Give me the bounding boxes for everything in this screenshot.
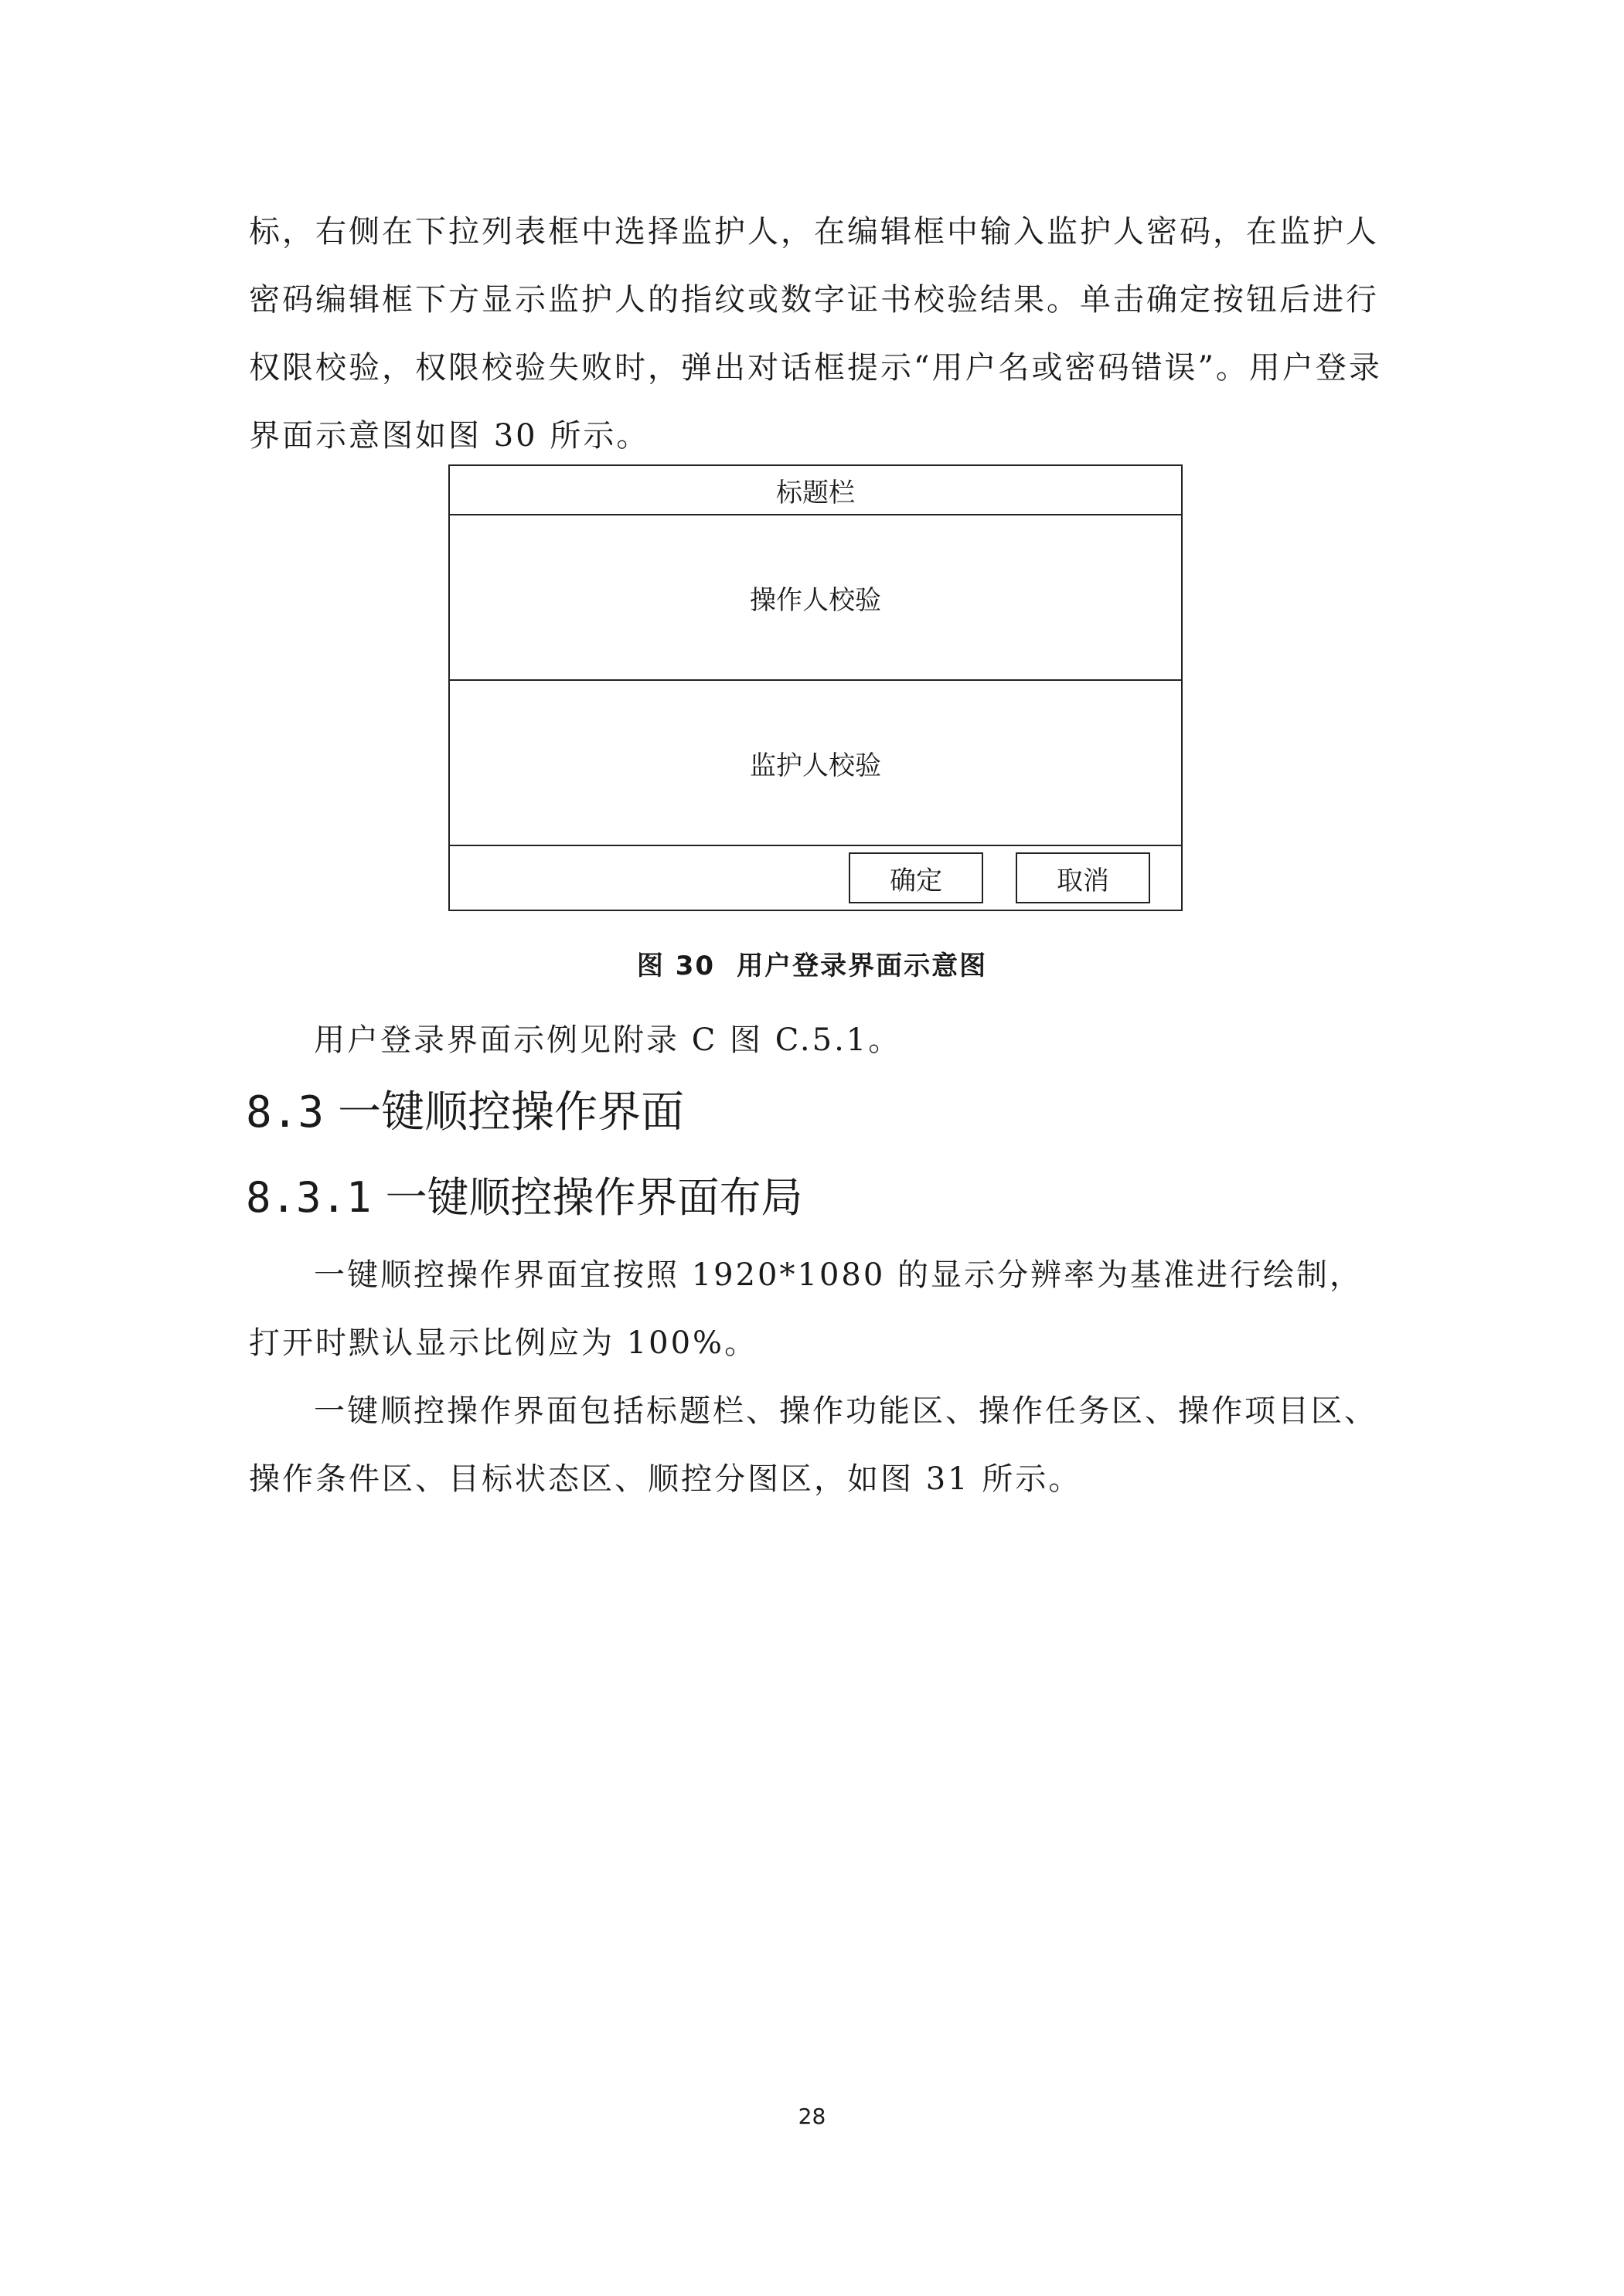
body-paragraph: 标，右侧在下拉列表框中选择监护人，在编辑框中输入监护人密码，在监护人密码编辑框下方显示监护人的指纹或数字证书校验结果。单击确定按钮后进行权限校验，权限校验失败时，弹出对话框提示“用户名或密码错误”。用户登录界面示意图如图 30 所示。 [249, 214, 1382, 454]
subsection-title: 一键顺控操作界面布局 [385, 1173, 803, 1222]
schematic-cancel-button: 取消 [1016, 852, 1150, 903]
section-title: 一键顺控操作界面 [338, 1087, 685, 1138]
body-paragraph: 用户登录界面示例见附录 C 图 C.5.1。 [314, 1022, 902, 1058]
schematic-operator-verification: 操作人校验 [450, 515, 1181, 681]
login-ui-schematic [448, 464, 1183, 911]
schematic-title-bar: 标题栏 [450, 466, 1181, 515]
schematic-confirm-button: 确定 [849, 852, 983, 903]
body-paragraph: 一键顺控操作界面包括标题栏、操作功能区、操作任务区、操作项目区、操作条件区、目标状态区、顺控分图区，如图 31 所示。 [249, 1393, 1377, 1497]
body-paragraph: 一键顺控操作界面宜按照 1920*1080 的显示分辨率为基准进行绘制，打开时默认显示比例应为 100%。 [249, 1257, 1364, 1361]
section-number: 8.3 [246, 1087, 325, 1138]
page-number: 28 [798, 2104, 826, 2129]
figure-caption-text: 用户登录界面示意图 [737, 951, 988, 981]
figure-caption [0, 944, 1624, 982]
schematic-button-row [450, 846, 1181, 910]
subsection-heading [246, 1167, 803, 1229]
section-heading [246, 1082, 684, 1144]
subsection-number: 8.3.1 [246, 1173, 372, 1222]
schematic-guardian-verification: 监护人校验 [450, 681, 1181, 846]
figure-caption-number: 图 30 [636, 951, 716, 981]
